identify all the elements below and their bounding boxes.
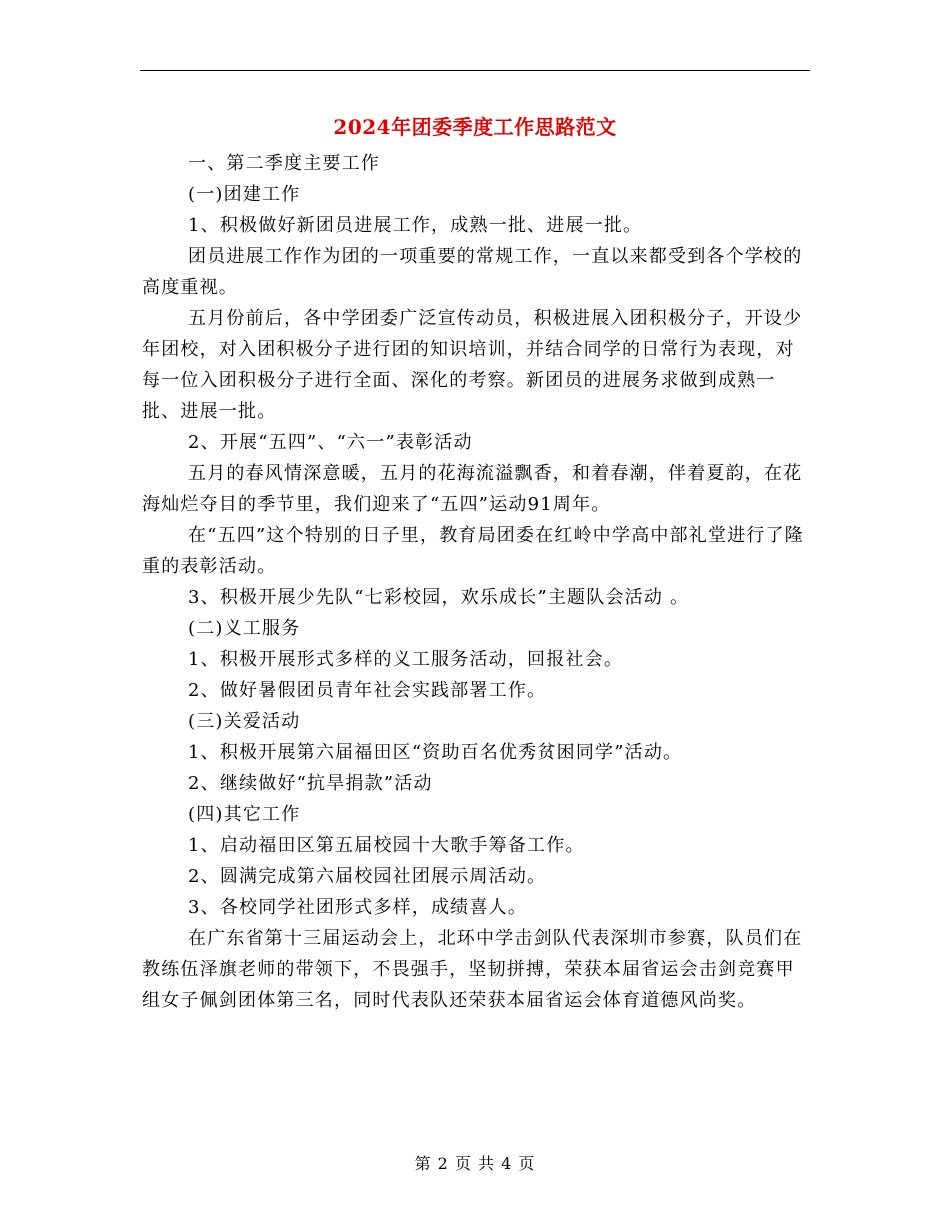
paragraph: 在广东省第十三届运动会上，北环中学击剑队代表深圳市参赛，队员们在教练伍泽旗老师的带领下，不畏强手，坚韧拼搏，荣获本届省运会击剑竞赛甲组女子佩剑团体第三名，同时代表队还荣获本届省运会体育道德风尚奖。 [142, 928, 803, 1011]
list-item: 3、积极开展少先队“七彩校园，欢乐成长”主题队会活动 。 [188, 587, 690, 608]
paragraph: 五月的春风情深意暖，五月的花海流溢飘香，和着春潮，伴着夏韵，在花海灿烂夺目的季节里，我们迎来了“五四”运动91周年。 [142, 463, 803, 515]
list-item: 2、开展“五四”、“六一”表彰活动 [188, 432, 473, 453]
subsection-heading: (一)团建工作 [188, 184, 301, 205]
list-item: 2、圆满完成第六届校园社团展示周活动。 [188, 866, 547, 887]
subsection-heading: (二)义工服务 [188, 618, 301, 639]
list-item: 1、积极开展形式多样的义工服务活动，回报社会。 [188, 649, 624, 670]
subsection-heading: (四)其它工作 [188, 804, 301, 825]
page-number: 第 2 页 共 4 页 [414, 1154, 536, 1173]
paragraph: 在“五四”这个特别的日子里，教育局团委在红岭中学高中部礼堂进行了隆重的表彰活动。 [142, 525, 805, 577]
list-item: 3、各校同学社团形式多样，成绩喜人。 [188, 897, 528, 918]
paragraph: 团员进展工作作为团的一项重要的常规工作，一直以来都受到各个学校的高度重视。 [142, 246, 803, 298]
subsection-heading: (三)关爱活动 [188, 711, 301, 732]
list-item: 2、继续做好“抗旱捐款”活动 [188, 773, 433, 794]
paragraph: 五月份前后，各中学团委广泛宣传动员，积极进展入团积极分子，开设少年团校，对入团积极分子进行团的知识培训，并结合同学的日常行为表现，对每一位入团积极分子进行全面、深化的考察。新团员的进展务求做到成熟一批、进展一批。 [142, 308, 803, 422]
list-item: 1、积极做好新团员进展工作，成熟一批、进展一批。 [188, 215, 643, 236]
section-heading: 一、第二季度主要工作 [188, 153, 380, 174]
list-item: 1、启动福田区第五届校园十大歌手筹备工作。 [188, 835, 585, 856]
document-body [142, 148, 810, 1016]
document-title: 2024年团委季度工作思路范文 [333, 115, 617, 139]
list-item: 1、积极开展第六届福田区“资助百名优秀贫困同学”活动。 [188, 742, 683, 763]
header-rule [140, 70, 810, 71]
list-item: 2、做好暑假团员青年社会实践部署工作。 [188, 680, 547, 701]
